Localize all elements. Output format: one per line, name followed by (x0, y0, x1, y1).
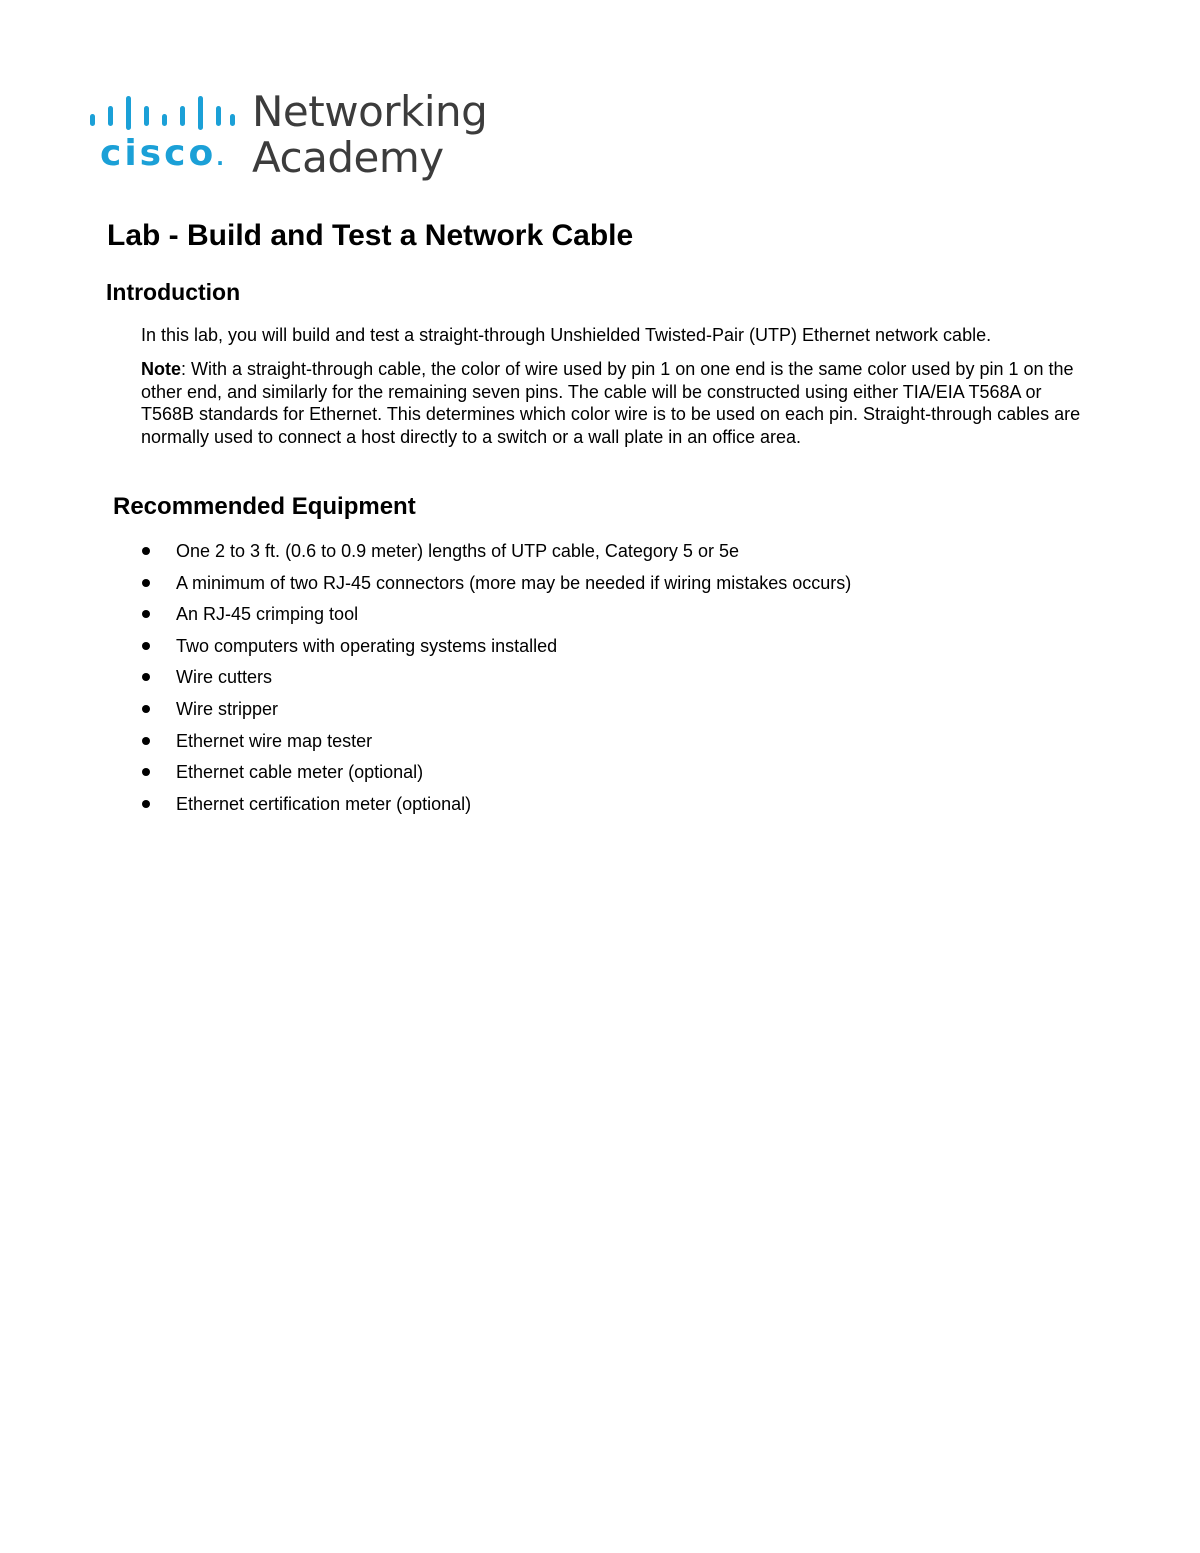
list-item-text: Two computers with operating systems installed (176, 635, 558, 656)
introduction-heading: Introduction (106, 279, 241, 305)
list-item (140, 696, 851, 728)
logo-line-academy: Academy (252, 133, 444, 182)
list-item (140, 728, 851, 760)
introduction-note (141, 358, 1091, 449)
bullet-icon (142, 768, 150, 776)
bullet-icon (142, 705, 150, 713)
page-title: Lab - Build and Test a Network Cable (107, 219, 634, 252)
list-item (140, 570, 851, 602)
cisco-networking-academy-logo (88, 86, 488, 182)
list-item-text: One 2 to 3 ft. (0.6 to 0.9 meter) lengths of UTP cable, Category 5 or 5e (176, 541, 739, 561)
logo-line-networking: Networking (252, 87, 488, 136)
cisco-dot: . (216, 146, 224, 170)
list-item-text: Ethernet cable meter (optional) (176, 762, 424, 783)
cisco-bridge-bars-icon (88, 94, 236, 130)
list-item-text: Wire stripper (176, 698, 279, 719)
cisco-wordmark (100, 132, 224, 180)
list-item (140, 601, 851, 633)
list-item (140, 759, 851, 791)
bullet-icon (142, 673, 150, 681)
list-item-text: An RJ-45 crimping tool (176, 604, 359, 625)
bullet-icon (142, 642, 150, 650)
list-item (140, 538, 851, 570)
bullet-icon (142, 610, 150, 618)
introduction-paragraph: In this lab, you will build and test a straight-through Unshielded Twisted-Pair (UTP) Ethernet network cable. (141, 325, 992, 345)
bullet-icon (142, 737, 150, 745)
list-item-text: Wire cutters (176, 667, 273, 688)
equipment-list (140, 538, 851, 822)
bullet-icon (142, 547, 150, 555)
bullet-icon (142, 579, 150, 587)
cisco-brand-text: cisco (100, 133, 217, 174)
list-item-text: Ethernet wire map tester (176, 730, 373, 751)
note-label: Note (141, 359, 181, 379)
note-body: : With a straight-through cable, the color of wire used by pin 1 on one end is the same color used by pin 1 on the other end, and similarly for the remaining seven pins. The cable will be constructed using either TIA/EIA T568A or T568B standards for Ethernet. This determines which color wire is to be used on each pin. Straight-through cables are normally used to connect a host directly to a switch or a wall plate in an office area. (141, 359, 1081, 448)
bullet-icon (142, 800, 150, 808)
list-item (140, 791, 851, 823)
list-item-text: A minimum of two RJ-45 connectors (more may be needed if wiring mistakes occurs) (176, 572, 852, 593)
list-item-text: Ethernet certification meter (optional) (176, 793, 472, 814)
list-item (140, 664, 851, 696)
list-item (140, 633, 851, 665)
recommended-equipment-heading: Recommended Equipment (113, 493, 416, 520)
